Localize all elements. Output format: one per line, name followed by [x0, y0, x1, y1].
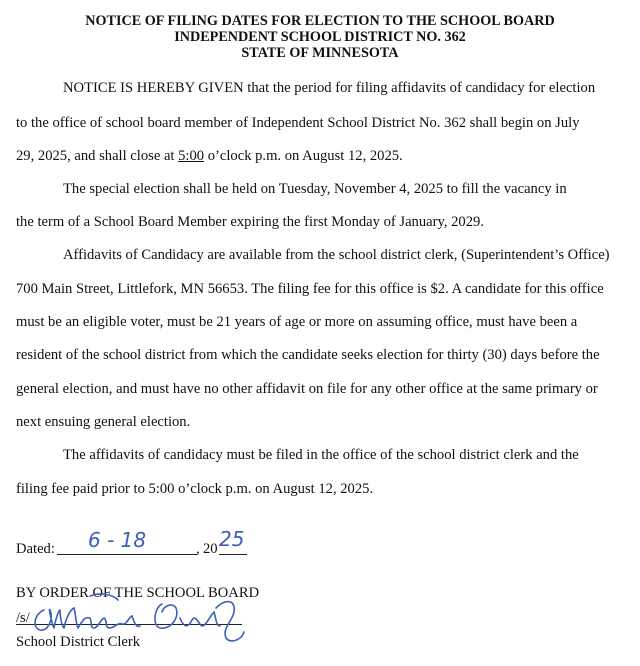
dated-comma: , — [196, 541, 200, 557]
handwritten-year: 25 — [219, 527, 245, 551]
paragraph-4-line-1: The affidavits of candidacy must be filed in the office of the school district clerk and the — [63, 447, 579, 463]
paragraph-3-line-1: Affidavits of Candidacy are available from the school district clerk, (Superintendent’s Office) — [63, 247, 610, 263]
notice-title-line-3: STATE OF MINNESOTA — [241, 45, 399, 61]
paragraph-2-line-1: The special election shall be held on Tuesday, November 4, 2025 to fill the vacancy in — [63, 181, 567, 197]
year-underline — [219, 554, 247, 555]
paragraph-1-line-1: NOTICE IS HEREBY GIVEN that the period for filing affidavits of candidacy for election — [63, 80, 596, 96]
dated-year-prefix: 20 — [203, 541, 218, 557]
signature-prefix: /s/ — [16, 610, 30, 626]
by-order-text: BY ORDER OF THE SCHOOL BOARD — [16, 585, 260, 601]
paragraph-3-line-4: resident of the school district from which the candidate seeks election for thirty (30) days before the — [16, 347, 600, 363]
paragraph-3-line-5: general election, and must have no other affidavit on file for any other office at the same primary or — [16, 381, 598, 397]
paragraph-4-line-2: filing fee paid prior to 5:00 o’clock p.m. on August 12, 2025. — [16, 481, 374, 497]
notice-title-line-2: INDEPENDENT SCHOOL DISTRICT NO. 362 — [174, 29, 466, 45]
notice-title-line-1: NOTICE OF FILING DATES FOR ELECTION TO THE SCHOOL BOARD — [85, 13, 555, 29]
paragraph-1-text-b: o’clock p.m. on August 12, 2025. — [204, 148, 403, 164]
paragraph-3-line-6: next ensuing general election. — [16, 414, 191, 430]
paragraph-3-line-2: 700 Main Street, Littlefork, MN 56653. The filing fee for this office is $2. A candidate for this office — [16, 281, 604, 297]
paragraph-1-text-a: 29, 2025, and shall close at — [16, 148, 179, 164]
paragraph-2-line-2: the term of a School Board Member expiring the first Monday of January, 2029. — [16, 214, 484, 230]
paragraph-3-line-3: must be an eligible voter, must be 21 years of age or more on assuming office, must have been a — [16, 314, 578, 330]
clerk-title: School District Clerk — [16, 634, 141, 650]
paragraph-1-line-2: to the office of school board member of Independent School District No. 362 shall begin on July — [16, 115, 580, 131]
dated-label: Dated: — [16, 541, 55, 557]
dated-underline — [57, 554, 197, 555]
close-time-underlined: 5:00 — [178, 148, 205, 164]
paragraph-1-line-3 — [16, 147, 403, 165]
handwritten-date: 6 - 18 — [88, 528, 147, 552]
